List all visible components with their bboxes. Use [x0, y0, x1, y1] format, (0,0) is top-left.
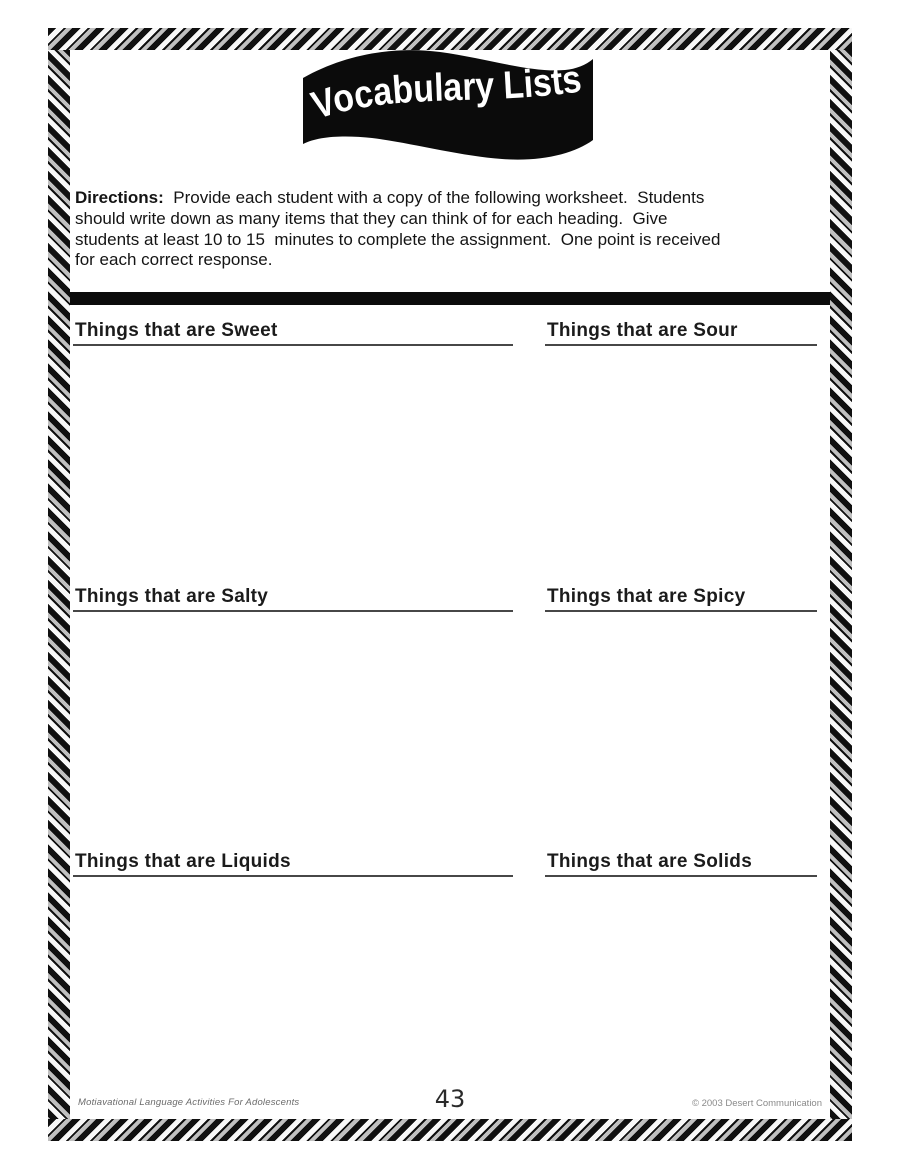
divider-bar	[56, 292, 844, 305]
border-right	[830, 28, 852, 1141]
border-left	[48, 28, 70, 1141]
directions-label: Directions:	[75, 188, 164, 207]
heading-salty: Things that are Salty	[75, 586, 269, 607]
directions-line-4: for each correct response.	[75, 250, 273, 270]
heading-liquids: Things that are Liquids	[75, 851, 291, 872]
title-banner	[300, 46, 598, 166]
directions-line-2: should write down as many items that they can think of for each heading. Give	[75, 208, 668, 228]
heading-solids: Things that are Solids	[547, 851, 753, 872]
directions-line-1: Provide each student with a copy of the following worksheet. Students	[163, 188, 705, 207]
page-title: Vocabulary Lists	[306, 57, 587, 128]
footer-book-title: Motiavational Language Activities For Adolescents	[78, 1097, 300, 1108]
banner-ribbon-icon	[300, 46, 598, 166]
border-top	[48, 28, 852, 50]
border-bottom	[48, 1119, 852, 1141]
heading-underline-solids	[545, 875, 817, 877]
directions-text	[75, 188, 831, 271]
heading-sweet: Things that are Sweet	[75, 320, 278, 341]
footer-copyright: © 2003 Desert Communication	[691, 1098, 822, 1109]
heading-underline-spicy	[545, 610, 817, 612]
heading-spicy: Things that are Spicy	[547, 586, 746, 607]
heading-underline-liquids	[73, 875, 513, 877]
heading-sour: Things that are Sour	[547, 320, 738, 341]
heading-underline-sour	[545, 344, 817, 346]
heading-underline-sweet	[73, 344, 513, 346]
directions-line-3: students at least 10 to 15 minutes to complete the assignment. One point is received	[75, 229, 721, 249]
page-number: 43	[434, 1085, 466, 1113]
heading-underline-salty	[73, 610, 513, 612]
